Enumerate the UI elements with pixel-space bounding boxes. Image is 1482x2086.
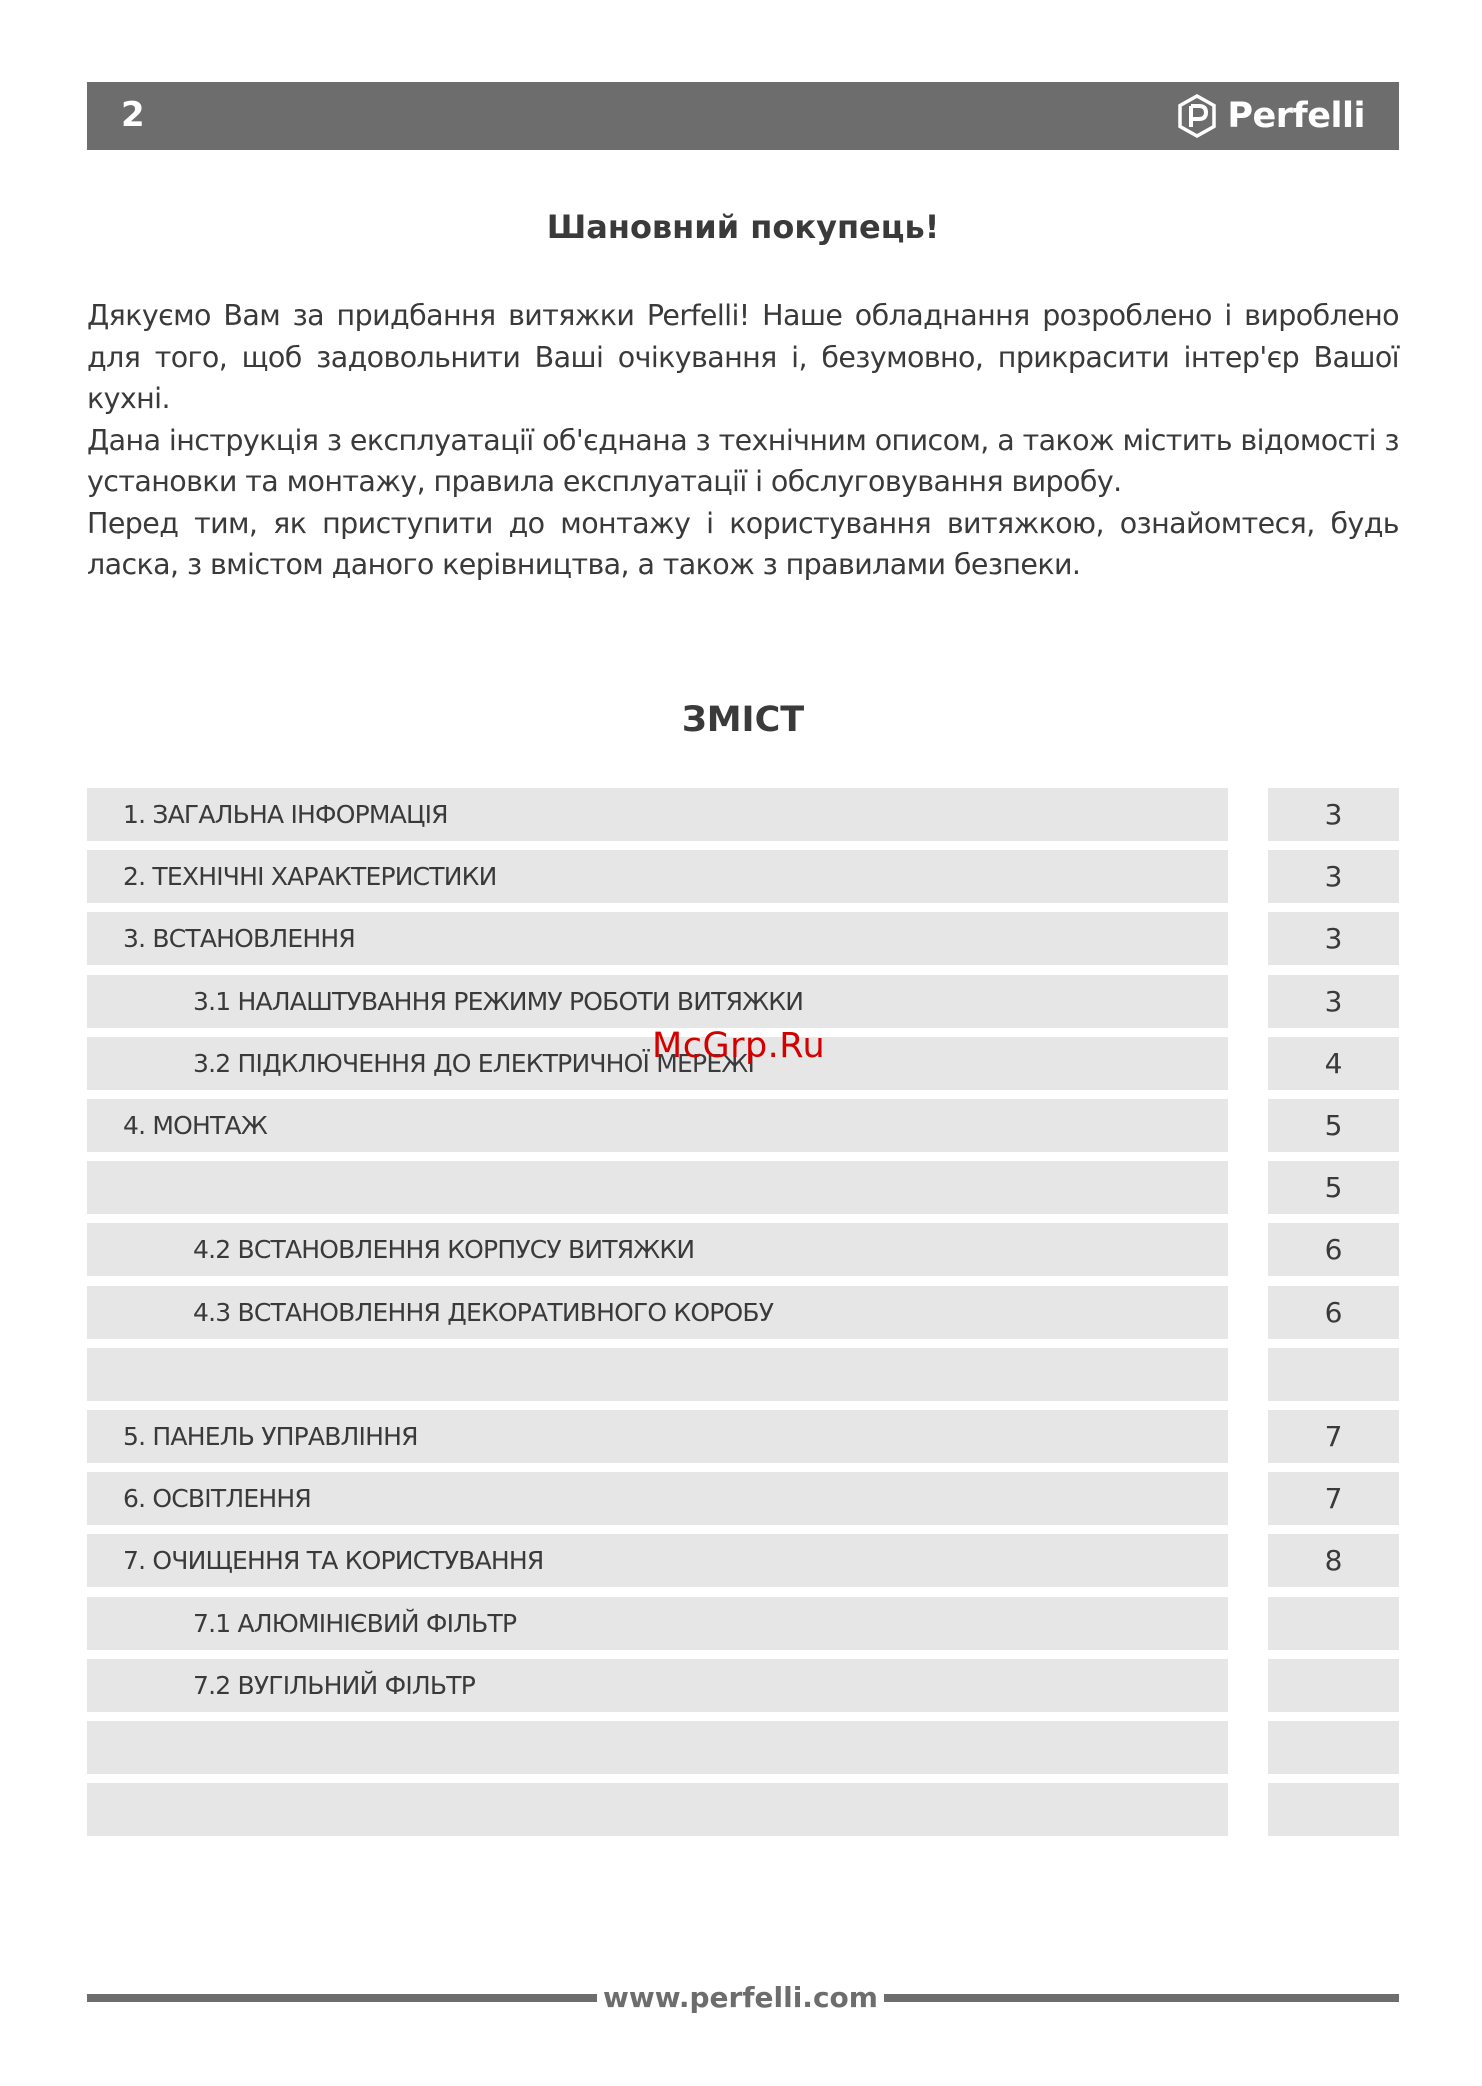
toc-title: ЗМІСТ — [681, 700, 805, 740]
toc-row-page: 3 — [1268, 788, 1399, 841]
toc-row-label: 7.2 ВУГІЛЬНИЙ ФІЛЬТР — [87, 1659, 1228, 1712]
toc-row-label: 7.1 АЛЮМІНІЄВИЙ ФІЛЬТР — [87, 1597, 1228, 1650]
perfelli-logo-icon — [1177, 94, 1217, 138]
toc-row-label: 3.2 ПІДКЛЮЧЕННЯ ДО ЕЛЕКТРИЧНОЇ МЕРЕЖІ — [87, 1037, 1228, 1090]
toc-row-page: 8 — [1268, 1534, 1399, 1587]
intro-text — [87, 295, 1399, 586]
toc-row-label: 1. ЗАГАЛЬНА ІНФОРМАЦІЯ — [87, 788, 1228, 841]
toc-row — [87, 1597, 1399, 1650]
toc-row — [87, 1783, 1399, 1836]
intro-paragraph: Дякуємо Вам за придбання витяжки Perfelli! Наше обладнання розроблено і вироблено для того, щоб задовольнити Ваші очікування і, безумовно, прикрасити інтер'єр Вашої кухні. — [87, 299, 1399, 415]
intro-paragraph: Дана інструкція з експлуатації об'єднана з технічним описом, а також містить відомості з установки та монтажу, правила експлуатації і обслуговування виробу. — [87, 423, 1399, 498]
toc-row-page: 5 — [1268, 1099, 1399, 1152]
brand-name: Perfelli — [1227, 96, 1365, 136]
greeting-heading: Шановний покупець! — [546, 208, 940, 246]
header-bar — [87, 82, 1399, 150]
toc-row-label — [87, 1348, 1228, 1401]
toc-row-page: 3 — [1268, 912, 1399, 965]
toc-row-label: 3.1 НАЛАШТУВАННЯ РЕЖИМУ РОБОТИ ВИТЯЖКИ — [87, 975, 1228, 1028]
toc-row-label: 5. ПАНЕЛЬ УПРАВЛІННЯ — [87, 1410, 1228, 1463]
intro-paragraph: Перед тим, як приступити до монтажу і користування витяжкою, ознайомтеся, будь ласка, з вмістом даного керівництва, а також з правилами безпеки. — [87, 506, 1399, 581]
toc-row-page: 6 — [1268, 1286, 1399, 1339]
footer-divider-right — [884, 1994, 1399, 2002]
toc-row-page — [1268, 1348, 1399, 1401]
toc-row-page: 6 — [1268, 1223, 1399, 1276]
toc-row-label — [87, 1721, 1228, 1774]
toc-row-label: 3. ВСТАНОВЛЕННЯ — [87, 912, 1228, 965]
toc-row — [87, 1348, 1399, 1401]
toc-row-page: 4 — [1268, 1037, 1399, 1090]
footer-divider-left — [87, 1994, 597, 2002]
toc-row-page — [1268, 1783, 1399, 1836]
toc-row-label — [87, 1783, 1228, 1836]
toc-row-page — [1268, 1721, 1399, 1774]
toc-row-page — [1268, 1597, 1399, 1650]
toc-row — [87, 1410, 1399, 1463]
toc-row — [87, 1286, 1399, 1339]
toc-row — [87, 788, 1399, 841]
toc-row — [87, 1472, 1399, 1525]
toc-row-page — [1268, 1659, 1399, 1712]
toc-row — [87, 1659, 1399, 1712]
toc-row-label: 4.2 ВСТАНОВЛЕННЯ КОРПУСУ ВИТЯЖКИ — [87, 1223, 1228, 1276]
toc-row-label: 7. ОЧИЩЕННЯ ТА КОРИСТУВАННЯ — [87, 1534, 1228, 1587]
toc-row — [87, 1223, 1399, 1276]
toc-row-page: 3 — [1268, 975, 1399, 1028]
toc-row — [87, 1161, 1399, 1214]
toc-row — [87, 975, 1399, 1028]
toc-row — [87, 1721, 1399, 1774]
brand-logo — [1177, 94, 1365, 138]
toc-row — [87, 850, 1399, 903]
toc-row — [87, 1534, 1399, 1587]
toc-row-page: 7 — [1268, 1410, 1399, 1463]
toc-row-label — [87, 1161, 1228, 1214]
toc-row-page: 3 — [1268, 850, 1399, 903]
toc-row-label: 2. ТЕХНІЧНІ ХАРАКТЕРИСТИКИ — [87, 850, 1228, 903]
toc-row — [87, 1099, 1399, 1152]
watermark: McGrp.Ru — [652, 1026, 826, 1066]
toc-row-page: 5 — [1268, 1161, 1399, 1214]
toc-row-page: 7 — [1268, 1472, 1399, 1525]
toc-row-label: 4.3 ВСТАНОВЛЕННЯ ДЕКОРАТИВНОГО КОРОБУ — [87, 1286, 1228, 1339]
toc-row-label: 4. МОНТАЖ — [87, 1099, 1228, 1152]
footer-url: www.perfelli.com — [603, 1981, 878, 2014]
page-number: 2 — [121, 95, 145, 135]
toc-row-label: 6. ОСВІТЛЕННЯ — [87, 1472, 1228, 1525]
toc-row — [87, 912, 1399, 965]
